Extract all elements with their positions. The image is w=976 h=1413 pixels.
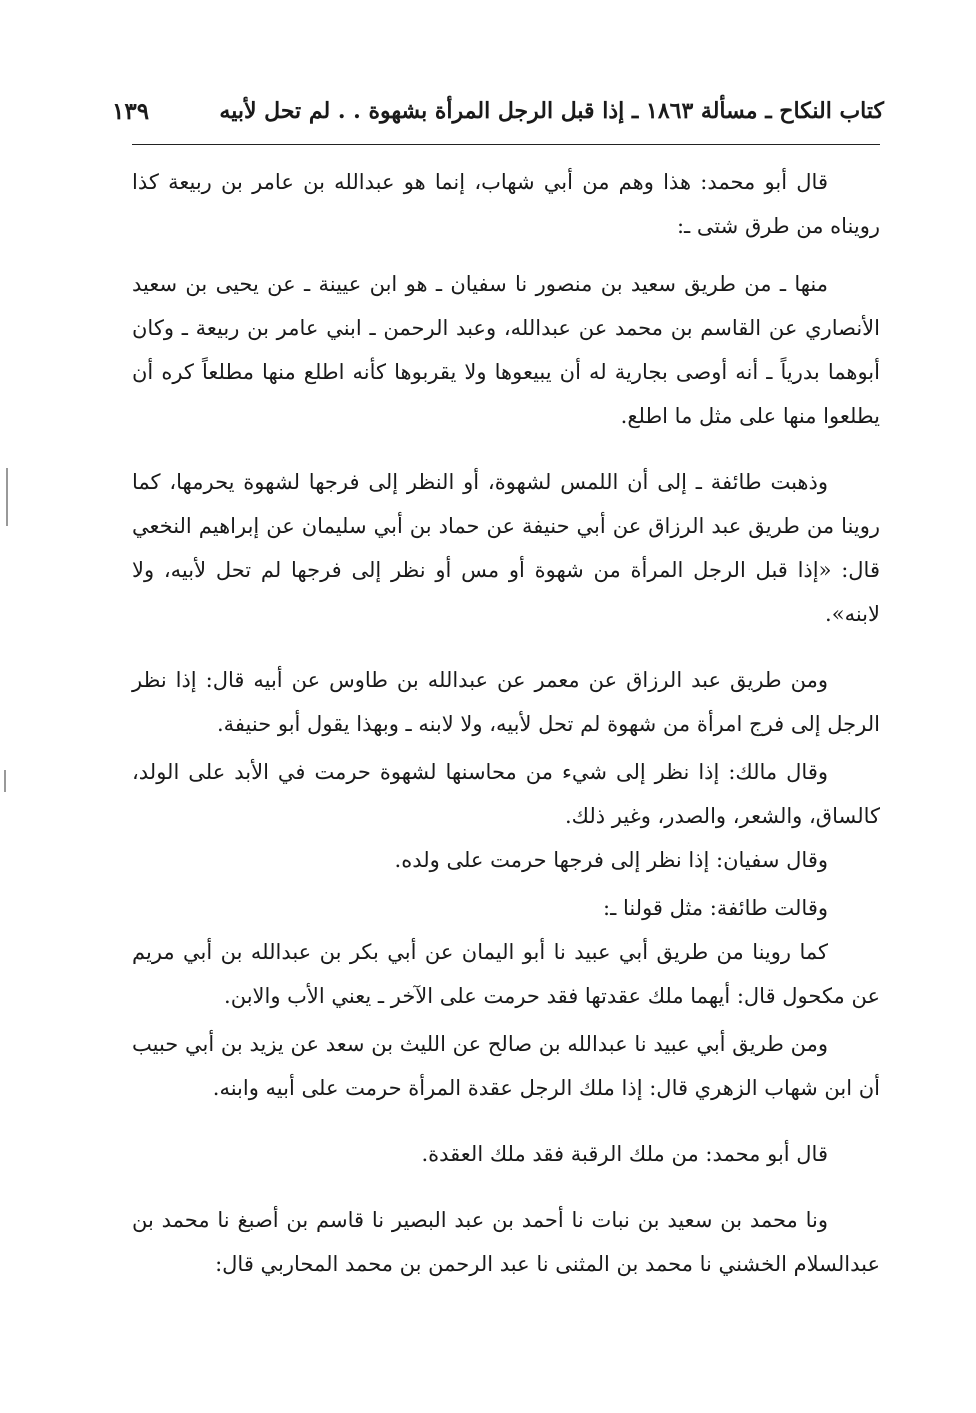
paragraph-1: قال أبو محمد: هذا وهم من أبي شهاب، إنما هو عبدالله بن عامر بن ربيعة كذا رويناه من طرق شتى ـ: [132, 170, 880, 238]
scan-mark-left-lower [4, 770, 6, 792]
paragraph-6: وقال سفيان: إذا نظر إلى فرجها حرمت على ولده. [394, 848, 828, 872]
paragraph-9: ومن طريق أبي عبيد نا عبدالله بن صالح عن الليث بن سعد عن يزيد بن أبي حبيب أن ابن شهاب الزهري قال: إذا ملك الرجل عقدة المرأة حرمت على أبيه وابنه. [132, 1032, 880, 1100]
header-rule [132, 144, 880, 145]
page-number: ١٣٩ [112, 97, 150, 125]
paragraph-10: قال أبو محمد: من ملك الرقبة فقد ملك العقدة. [421, 1142, 828, 1166]
paragraph-2: منها ـ من طريق سعيد بن منصور نا سفيان ـ هو ابن عيينة ـ عن يحيى بن سعيد الأنصاري عن القاسم بن محمد عن عبدالله، وعبد الرحمن ـ ابني عامر بن ربيعة ـ وكان أبوهما بدرياً ـ أنه أوصى بجارية له أن يبيعوها ولا يقربوها كأنه اطلع منها مطلعاً كره أن يطلعوا منها على مثل ما اطلع. [132, 272, 880, 428]
paragraph-4: ومن طريق عبد الرزاق عن معمر عن عبدالله بن طاوس عن أبيه قال: إذا نظر الرجل إلى فرج امرأة من شهوة لم تحل لأبيه، ولا لابنه ـ وبهذا يقول أبو حنيفة. [132, 668, 880, 736]
paragraph-5: وقال مالك: إذا نظر إلى شيء من محاسنها لشهوة حرمت في الأبد على الولد، كالساق، والشعر، والصدر، وغير ذلك. [132, 760, 880, 828]
page-header [112, 88, 884, 134]
paragraph-11: ونا محمد بن سعيد بن نبات نا أحمد بن عبد البصير نا قاسم بن أصبغ نا محمد بن عبدالسلام الخشني نا محمد بن المثنى نا عبد الرحمن بن محمد المحاربي قال: [132, 1208, 880, 1276]
paragraph-7: وقالت طائفة: مثل قولنا ـ: [603, 896, 828, 920]
scan-mark-left [6, 468, 8, 526]
paragraph-8: كما روينا من طريق أبي عبيد نا أبو اليمان عن أبي بكر بن عبدالله بن أبي مريم عن مكحول قال: أيهما ملك عقدتها فقد حرمت على الآخر ـ يعني الأب والابن. [132, 940, 880, 1008]
page-body [132, 160, 880, 1286]
running-title: كتاب النكاح ـ مسألة ١٨٦٣ ـ إذا قبل الرجل المرأة بشهوة . . لم تحل لأبيه [219, 98, 884, 124]
paragraph-3: وذهبت طائفة ـ إلى أن اللمس لشهوة، أو النظر إلى فرجها لشهوة يحرمها، كما روينا من طريق عبد الرزاق عن أبي حنيفة عن حماد بن أبي سليمان عن إبراهيم النخعي قال: «إذا قبل الرجل المرأة من شهوة أو مس أو نظر إلى فرجها لم تحل لأبيه، ولا لابنه». [132, 470, 880, 626]
